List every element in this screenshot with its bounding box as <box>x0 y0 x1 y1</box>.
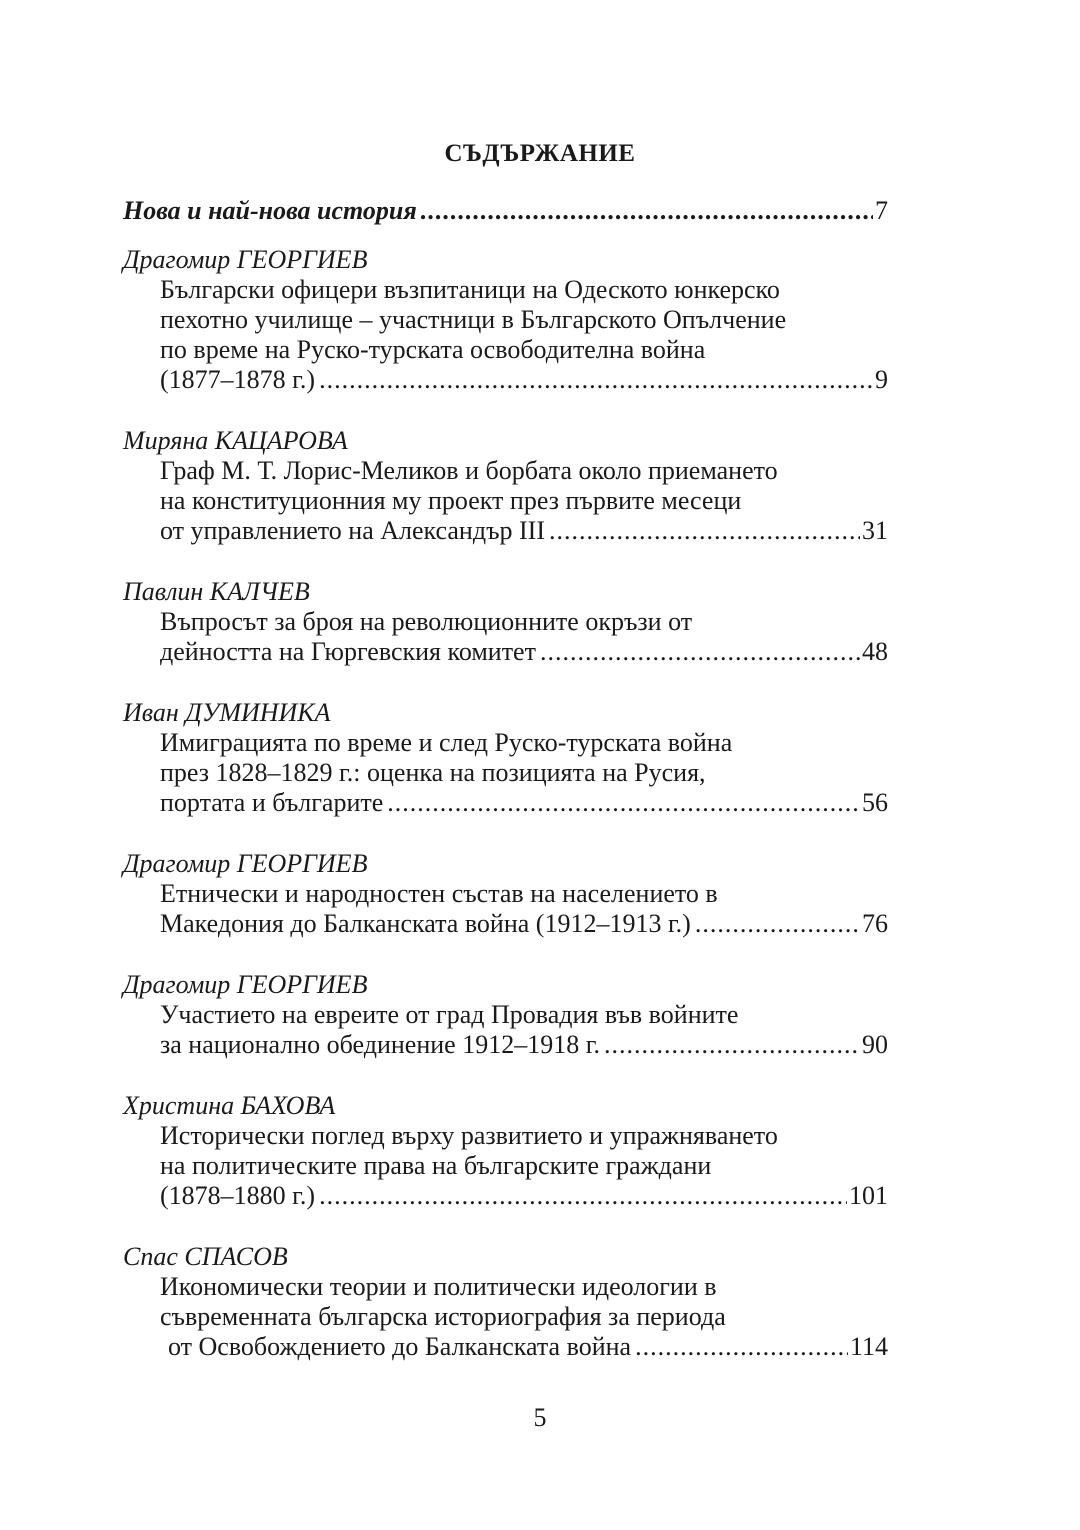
toc-entry[interactable] <box>123 426 888 546</box>
article-title-line: портата и българите <box>160 788 384 817</box>
page-number: 31 <box>862 516 888 545</box>
article-title-line: Етнически и народностен състав на населението в <box>160 879 718 908</box>
dot-leader <box>631 1332 848 1362</box>
toc-entry[interactable] <box>123 1242 888 1362</box>
page-number: 9 <box>875 365 888 394</box>
author-name: Спас СПАСОВ <box>123 1242 288 1271</box>
article-title-line: на конституционния му проект през първите месеци <box>160 486 742 515</box>
dot-leader <box>600 1030 860 1060</box>
article-title-last-line <box>123 637 888 667</box>
article-title-line: от Освобождението до Балканската война <box>168 1332 632 1361</box>
table-of-contents <box>123 196 888 1393</box>
dot-leader <box>315 365 873 395</box>
article-title-line: пехотно училище – участници в Българското Опълчение <box>160 305 787 334</box>
dot-leader <box>417 196 873 226</box>
article-title-line: от управлението на Александър III <box>160 516 545 545</box>
article-title-last-line <box>123 788 888 818</box>
article-title-line: Български офицери възпитаници на Одеското юнкерско <box>160 275 780 304</box>
article-title-line: по време на Руско-турската освободителна война <box>160 335 706 364</box>
toc-entry[interactable] <box>123 698 888 818</box>
article-title-line: Исторически поглед върху развитието и упражняването <box>160 1121 778 1150</box>
dot-leader <box>315 1181 847 1211</box>
dot-leader <box>545 516 860 546</box>
article-title-line: Граф М. Т. Лорис-Меликов и борбата около приемането <box>160 456 778 485</box>
author-name: Драгомир ГЕОРГИЕВ <box>123 849 368 878</box>
page-title: СЪДЪРЖАНИЕ <box>444 140 636 167</box>
page-number: 114 <box>849 1332 888 1361</box>
article-title-line: Участието на евреите от град Провадия във войните <box>160 1000 739 1029</box>
section-heading[interactable] <box>123 196 888 226</box>
dot-leader <box>383 788 860 818</box>
section-label: Нова и най-нова история <box>123 196 417 225</box>
article-title-line: за национално обединение 1912–1918 г. <box>160 1030 600 1059</box>
article-title-last-line <box>123 1332 888 1362</box>
article-title-line: Имиграцията по време и след Руско-турската война <box>160 728 733 757</box>
article-title-last-line <box>123 1030 888 1060</box>
article-title-line: дейността на Гюргевския комитет <box>160 637 536 666</box>
article-title-line: през 1828–1829 г.: оценка на позицията на Русия, <box>160 758 706 787</box>
author-name: Христина БАХОВА <box>123 1091 336 1120</box>
page-number: 90 <box>862 1030 888 1059</box>
article-title-line: Македония до Балканската война (1912–1913 г.) <box>160 909 691 938</box>
page-number: 101 <box>849 1181 888 1210</box>
author-name: Драгомир ГЕОРГИЕВ <box>123 245 368 274</box>
toc-entry[interactable] <box>123 970 888 1060</box>
toc-entry[interactable] <box>123 577 888 667</box>
article-title-line: (1877–1878 г.) <box>160 365 316 394</box>
article-title-line: (1878–1880 г.) <box>160 1181 316 1210</box>
page-number: 7 <box>875 196 888 225</box>
article-title-line: съвременната българска историография за периода <box>160 1302 726 1331</box>
article-title-last-line <box>123 365 888 395</box>
page-number: 48 <box>862 637 888 666</box>
toc-entry[interactable] <box>123 849 888 939</box>
toc-entry[interactable] <box>123 1091 888 1211</box>
dot-leader <box>691 909 860 939</box>
author-name: Павлин КАЛЧЕВ <box>123 577 310 606</box>
page-number: 56 <box>862 788 888 817</box>
article-title-line: на политическите права на българските граждани <box>160 1151 712 1180</box>
toc-entry[interactable] <box>123 245 888 395</box>
article-title-last-line <box>123 909 888 939</box>
article-title-line: Икономически теории и политически идеологии в <box>160 1272 717 1301</box>
folio-page-number: 5 <box>533 1403 547 1432</box>
page-number: 76 <box>862 909 888 938</box>
author-name: Драгомир ГЕОРГИЕВ <box>123 970 368 999</box>
author-name: Иван ДУМИНИКА <box>123 698 331 727</box>
article-title-last-line <box>123 1181 888 1211</box>
article-title-line: Въпросът за броя на революционните окръзи от <box>160 607 693 636</box>
author-name: Миряна КАЦАРОВА <box>123 426 348 455</box>
article-title-last-line <box>123 516 888 546</box>
dot-leader <box>536 637 860 667</box>
